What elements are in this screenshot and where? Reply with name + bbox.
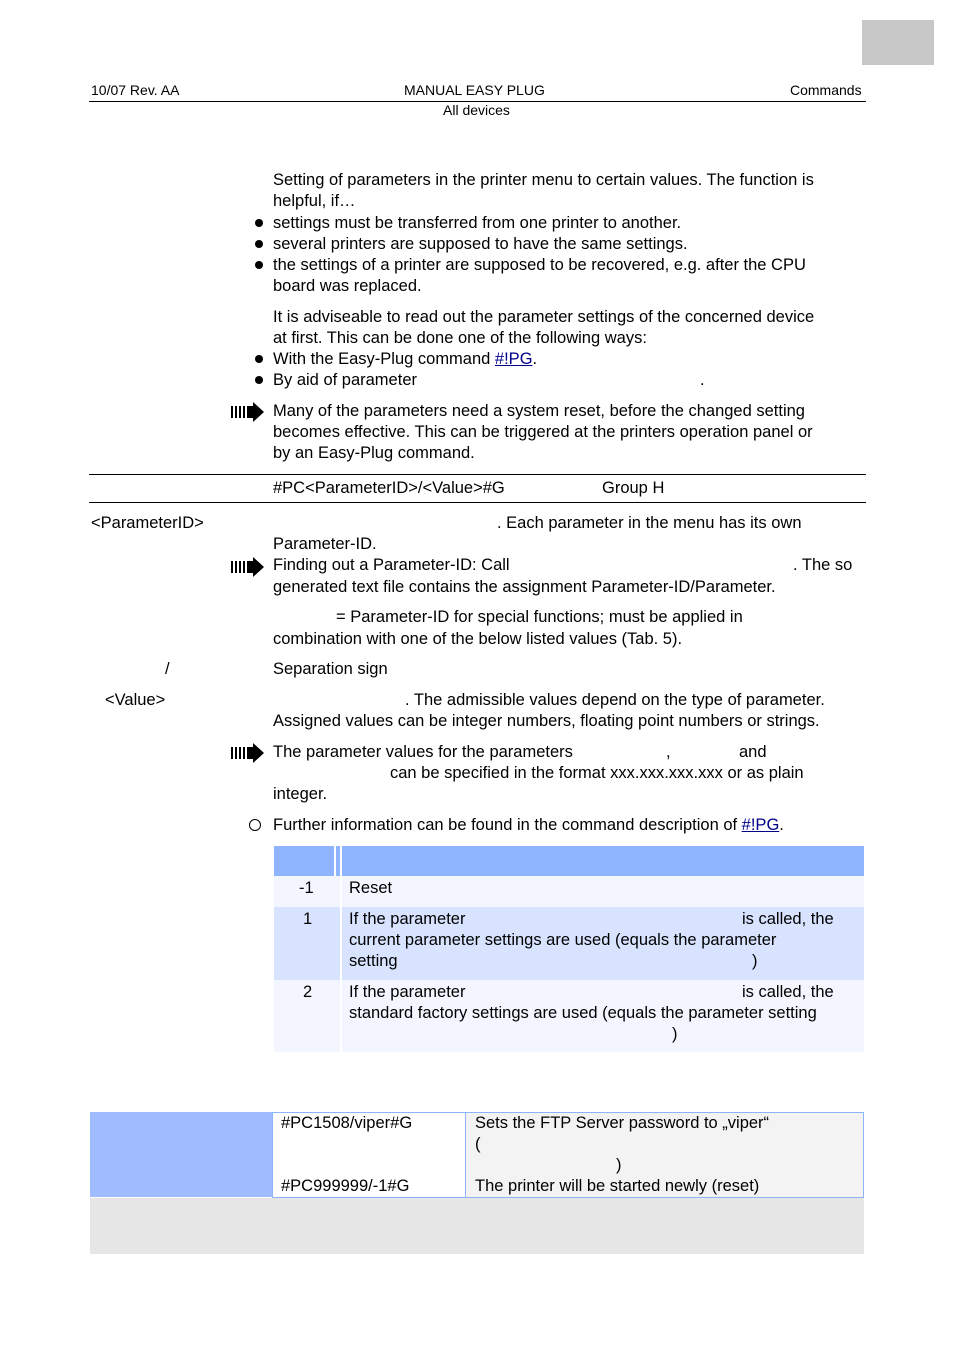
- header-manual-title: MANUAL EASY PLUG: [404, 82, 545, 98]
- info-text: [273, 815, 784, 836]
- example-description: ): [616, 1156, 622, 1174]
- param-desc: combination with one of the below listed values (Tab. 5).: [273, 630, 683, 648]
- example-command: #PC999999/-1#G: [281, 1177, 410, 1195]
- param-desc: . The admissible values depend on the type of parameter.: [405, 691, 825, 709]
- list-item: By aid of parameter: [273, 371, 417, 389]
- table-row: [274, 980, 864, 1052]
- table-header: [274, 846, 864, 876]
- table-cell-value: 1: [303, 910, 313, 928]
- example-description: Sets the FTP Server password to „viper“: [475, 1114, 770, 1132]
- intro-text: helpful, if…: [273, 192, 356, 210]
- param-label: /: [165, 660, 170, 678]
- table-cell-desc: is called, the: [742, 983, 834, 1001]
- syntax-group: Group H: [602, 479, 665, 497]
- table-cell-desc: is called, the: [742, 910, 834, 928]
- note-text: Many of the parameters need a system reset, before the changed setting: [273, 402, 805, 420]
- table-cell-desc: If the parameter: [349, 910, 466, 928]
- note-arrow-icon: [231, 402, 265, 422]
- param-desc: = Parameter-ID for special functions; must be applied in: [336, 608, 743, 626]
- note-text: becomes effective. This can be triggered at the printers operation panel or: [273, 423, 813, 441]
- param-label: <ParameterID>: [91, 514, 204, 532]
- example-description: (: [475, 1135, 481, 1153]
- table-column-divider: [340, 846, 342, 1052]
- bullet-icon: [255, 376, 263, 384]
- syntax-rule-top: [89, 474, 866, 475]
- param-desc: Separation sign: [273, 660, 388, 678]
- note-text: can be specified in the format xxx.xxx.xxx.xxx or as plain: [390, 764, 804, 782]
- table-cell-desc: ): [672, 1025, 678, 1043]
- header-chapter: Commands: [790, 82, 862, 98]
- param-desc: Assigned values can be integer numbers, floating point numbers or strings.: [273, 712, 820, 730]
- note-text: Finding out a Parameter-ID: Call: [273, 556, 510, 574]
- table-row: [274, 907, 864, 980]
- bullet-icon: [255, 219, 263, 227]
- param-desc: . Each parameter in the menu has its own: [497, 514, 802, 532]
- table-cell-desc: standard factory settings are used (equals the parameter setting: [349, 1004, 817, 1022]
- note-text: by an Easy-Plug command.: [273, 444, 475, 462]
- note-text: generated text file contains the assignment Parameter-ID/Parameter.: [273, 578, 776, 596]
- bullet-icon: [255, 261, 263, 269]
- pg-command-link[interactable]: #!PG: [494, 350, 533, 368]
- intro-text: at first. This can be done one of the following ways:: [273, 329, 647, 347]
- note-arrow-icon: [231, 557, 265, 577]
- info-circle-icon: [249, 819, 261, 831]
- table-cell-desc: ): [752, 952, 758, 970]
- table-cell-value: 2: [303, 983, 313, 1001]
- info-text-part: Further information can be found in the command description of: [273, 816, 742, 834]
- list-item: settings must be transferred from one printer to another.: [273, 214, 682, 232]
- list-item-text: .: [532, 350, 538, 368]
- info-text-part: .: [779, 816, 784, 834]
- page-corner-tab: [862, 20, 934, 65]
- intro-text: It is adviseable to read out the parameter settings of the concerned device: [273, 308, 815, 326]
- list-item: the settings of a printer are supposed to be recovered, e.g. after the CPU: [273, 256, 806, 274]
- list-item-end: .: [700, 371, 705, 389]
- bullet-icon: [255, 355, 263, 363]
- syntax-rule-bottom: [89, 502, 866, 503]
- list-item: several printers are supposed to have the same settings.: [273, 235, 688, 253]
- intro-text: Setting of parameters in the printer menu to certain values. The function is: [273, 171, 814, 189]
- note-text: integer.: [273, 785, 328, 803]
- example-label-block: [90, 1112, 273, 1197]
- list-item: [273, 349, 537, 370]
- note-arrow-icon: [231, 743, 265, 763]
- note-text: The parameter values for the parameters: [273, 743, 573, 761]
- syntax-command: #PC<ParameterID>/<Value>#G: [273, 479, 505, 497]
- note-text: . The so: [793, 556, 853, 574]
- param-desc: Parameter-ID.: [273, 535, 377, 553]
- bullet-icon: [255, 240, 263, 248]
- header-subtitle: All devices: [443, 102, 510, 118]
- example-description: The printer will be started newly (reset): [475, 1177, 760, 1195]
- list-item-text: With the Easy-Plug command: [273, 350, 495, 368]
- pg-command-link[interactable]: #!PG: [741, 816, 780, 834]
- header-revision: 10/07 Rev. AA: [91, 82, 180, 98]
- table-cell-desc: Reset: [349, 879, 393, 897]
- table-row: [274, 876, 864, 907]
- example-command: #PC1508/viper#G: [281, 1114, 413, 1132]
- table-cell-desc: current parameter settings are used (equals the parameter: [349, 931, 777, 949]
- note-text: ,: [666, 743, 671, 761]
- table-cell-desc: If the parameter: [349, 983, 466, 1001]
- note-text: and: [739, 743, 767, 761]
- param-label: <Value>: [105, 691, 166, 709]
- list-item: board was replaced.: [273, 277, 422, 295]
- table-header-divider: [334, 846, 336, 876]
- table-cell-value: -1: [299, 879, 314, 897]
- table-cell-desc: setting: [349, 952, 398, 970]
- example-footer-block: [90, 1198, 864, 1254]
